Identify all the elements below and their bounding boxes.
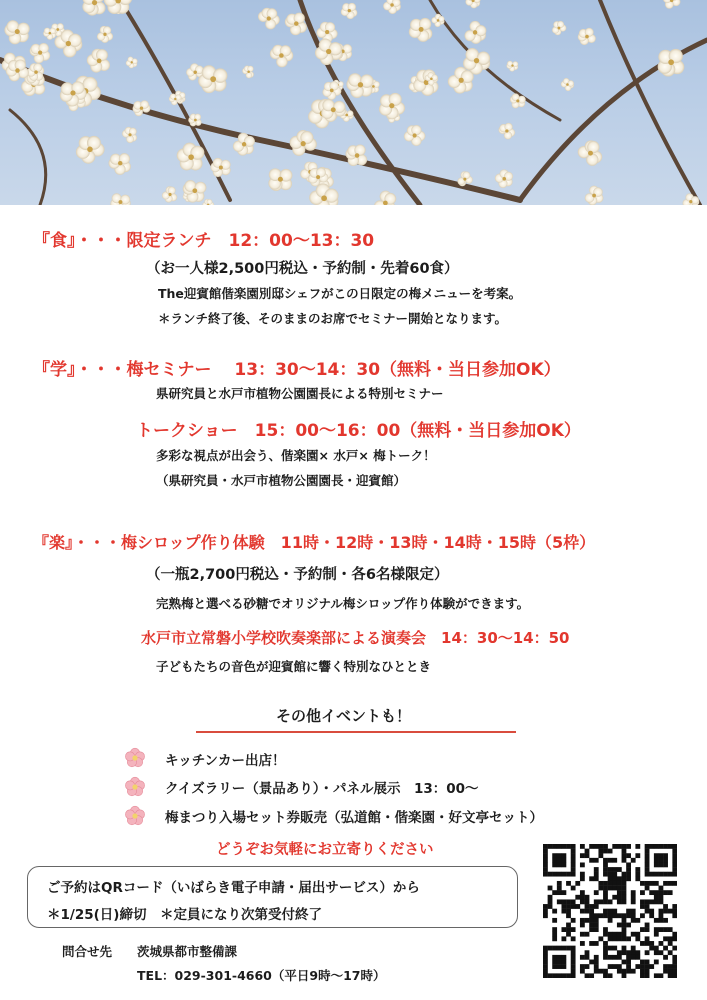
fun-description: 完熟梅と選べる砂糖でオリジナル梅シロップ作り体験ができます。	[156, 596, 530, 611]
ume-flower-icon	[124, 747, 146, 769]
other-item-3: 梅まつり入場セット券販売（弘道館・偕楽園・好文亭セット）	[165, 810, 543, 826]
contact-phone: TEL：029-301-4660（平日9時〜17時）	[137, 968, 386, 983]
talk-show-title: トークショー 15：00〜16：00（無料・当日参加OK）	[136, 421, 581, 441]
ume-flower-icon	[124, 805, 146, 827]
learn-title: 『学』・・・梅セミナー 13：30〜14：30（無料・当日参加OK）	[33, 360, 561, 380]
reservation-line-2: ＊1/25(日)締切 ＊定員になり次第受付終了	[47, 907, 322, 923]
talk-show-description: 多彩な視点が出会う、偕楽園× 水戸× 梅トーク！	[156, 448, 436, 463]
plum-blossom-image	[0, 0, 707, 205]
food-title: 『食』・・・限定ランチ 12：00〜13：30	[33, 231, 375, 251]
plum-blossom-photo	[0, 0, 707, 205]
learn-description: 県研究員と水戸市植物公園園長による特別セミナー	[156, 386, 444, 401]
other-events-heading: その他イベントも！	[276, 707, 412, 725]
qr-code[interactable]	[543, 844, 677, 978]
other-item-2: クイズラリー（景品あり）・パネル展示 13：00〜	[165, 781, 479, 797]
food-note: ＊ランチ終了後、そのままのお席でセミナー開始となります。	[158, 311, 508, 326]
ume-flower-icon	[124, 776, 146, 798]
fun-title: 『楽』・・・梅シロップ作り体験 11時・12時・13時・14時・15時（5枠）	[33, 533, 596, 552]
food-price: （お一人様2,500円税込・予約制・先着60食）	[146, 261, 459, 277]
heading-underline	[196, 731, 516, 733]
talk-show-members: （県研究員・水戸市植物公園園長・迎賓館）	[156, 473, 407, 488]
food-description: The迎賓館偕楽園別邸シェフがこの日限定の梅メニューを考案。	[158, 286, 522, 301]
contact-label: 問合せ先	[62, 944, 113, 959]
fun-price: （一瓶2,700円税込・予約制・各6名様限定）	[146, 567, 449, 583]
reservation-line-1: ご予約はQRコード（いばらき電子申請・届出サービス）から	[47, 880, 420, 896]
concert-title: 水戸市立常磐小学校吹奏楽部による演奏会 14：30〜14：50	[141, 629, 570, 647]
other-item-1: キッチンカー出店！	[165, 753, 286, 769]
contact-department: 茨城県都市整備課	[137, 944, 238, 959]
welcome-message: どうぞお気軽にお立寄りください	[216, 842, 434, 858]
concert-description: 子どもたちの音色が迎賓館に響く特別なひととき	[156, 659, 432, 674]
